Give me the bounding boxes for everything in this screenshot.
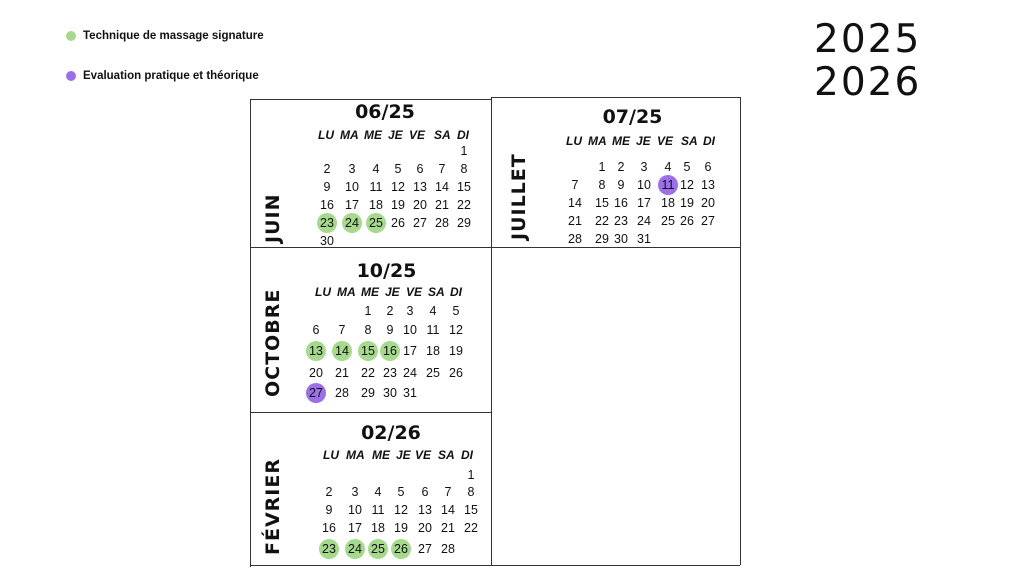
day-number: 22	[595, 214, 609, 228]
weekday-header: ME	[372, 448, 390, 462]
day-number: 4	[429, 304, 437, 318]
weekday-header: VE	[409, 128, 426, 142]
calendar-day	[357, 342, 379, 360]
calendar-day	[610, 194, 632, 212]
day-number: 18	[371, 521, 385, 535]
calendar-day	[318, 519, 340, 537]
day-number: 9	[323, 180, 331, 194]
day-number: 10	[637, 178, 651, 192]
day-number: 2	[325, 485, 333, 499]
calendar-day	[316, 196, 338, 214]
calendar-day	[357, 364, 379, 382]
day-number: 25	[369, 216, 383, 230]
calendar-day	[633, 194, 655, 212]
calendar-day	[422, 342, 444, 360]
weekday-header: MA	[340, 128, 359, 142]
calendar-day	[409, 178, 431, 196]
month-title: 02/26	[361, 422, 421, 444]
calendar-day	[387, 160, 409, 178]
day-number: 7	[338, 323, 346, 337]
legend-item-evaluation	[66, 70, 259, 82]
month-name-vertical: JUILLET	[508, 153, 530, 240]
day-number: 14	[335, 344, 349, 358]
day-number: 17	[345, 198, 359, 212]
day-number: 4	[372, 162, 380, 176]
day-number: 11	[371, 503, 385, 517]
calendar-day	[564, 194, 586, 212]
day-number: 5	[452, 304, 460, 318]
month-name-vertical: FÉVRIER	[262, 458, 284, 555]
calendar-day	[365, 160, 387, 178]
calendar-day	[676, 212, 698, 230]
day-number: 9	[386, 323, 394, 337]
calendar-day	[697, 194, 719, 212]
day-number: 20	[418, 521, 432, 535]
day-number: 6	[421, 485, 429, 499]
day-number: 23	[614, 214, 628, 228]
day-number: 10	[348, 503, 362, 517]
year-start: 2025	[814, 17, 922, 62]
calendar-day	[610, 158, 632, 176]
day-number: 22	[464, 521, 478, 535]
day-number: 15	[464, 503, 478, 517]
calendar-day	[365, 196, 387, 214]
day-number: 31	[403, 386, 417, 400]
day-number: 1	[467, 468, 475, 482]
calendar-day	[318, 540, 340, 558]
calendar-day	[453, 160, 475, 178]
day-number: 20	[309, 366, 323, 380]
calendar-day	[445, 364, 467, 382]
day-number: 3	[351, 485, 359, 499]
day-number: 13	[418, 503, 432, 517]
day-number: 12	[680, 178, 694, 192]
calendar-day	[318, 501, 340, 519]
calendar-day	[437, 519, 459, 537]
day-number: 27	[418, 542, 432, 556]
weekday-header: DI	[703, 134, 715, 148]
day-number: 1	[598, 160, 606, 174]
weekday-header: SA	[681, 134, 698, 148]
day-number: 24	[348, 542, 362, 556]
weekday-header: VE	[415, 448, 432, 462]
day-number: 26	[391, 216, 405, 230]
legend-label: Evaluation pratique et théorique	[83, 70, 259, 82]
day-number: 14	[568, 196, 582, 210]
calendar-day	[460, 466, 482, 484]
day-number: 2	[617, 160, 625, 174]
calendar-day	[697, 176, 719, 194]
day-number: 5	[397, 485, 405, 499]
day-number: 16	[320, 198, 334, 212]
calendar-day	[367, 540, 389, 558]
day-number: 28	[568, 232, 582, 246]
month-title: 06/25	[355, 101, 415, 123]
calendar-day	[610, 230, 632, 248]
day-number: 30	[383, 386, 397, 400]
calendar-day	[676, 176, 698, 194]
calendar-day	[414, 483, 436, 501]
calendar-day	[316, 232, 338, 250]
calendar-day	[676, 194, 698, 212]
calendar-day	[697, 158, 719, 176]
calendar-day	[460, 483, 482, 501]
calendar-day	[399, 364, 421, 382]
day-number: 19	[394, 521, 408, 535]
day-number: 7	[444, 485, 452, 499]
day-number: 4	[664, 160, 672, 174]
calendar-day	[697, 212, 719, 230]
calendar-divider-row2	[250, 412, 491, 413]
calendar-day	[367, 483, 389, 501]
day-number: 29	[457, 216, 471, 230]
calendar-day	[367, 519, 389, 537]
calendar-day	[318, 483, 340, 501]
calendar-day	[437, 483, 459, 501]
calendar-day	[445, 321, 467, 339]
legend-item-technique	[66, 30, 264, 42]
day-number: 13	[309, 344, 323, 358]
calendar-day	[399, 342, 421, 360]
calendar-day	[344, 483, 366, 501]
calendar-day	[379, 302, 401, 320]
calendar-day	[379, 384, 401, 402]
day-number: 31	[637, 232, 651, 246]
day-number: 17	[637, 196, 651, 210]
day-number: 5	[683, 160, 691, 174]
day-number: 14	[435, 180, 449, 194]
day-number: 20	[413, 198, 427, 212]
calendar-day	[564, 230, 586, 248]
day-number: 16	[383, 344, 397, 358]
day-number: 7	[438, 162, 446, 176]
calendar-day	[341, 160, 363, 178]
day-number: 3	[640, 160, 648, 174]
day-number: 15	[457, 180, 471, 194]
calendar-day	[414, 540, 436, 558]
day-number: 27	[309, 386, 323, 400]
day-number: 17	[403, 344, 417, 358]
day-number: 8	[598, 178, 606, 192]
calendar-border-top-right	[491, 97, 740, 98]
day-number: 5	[394, 162, 402, 176]
weekday-header: LU	[323, 448, 339, 462]
calendar-day	[365, 178, 387, 196]
calendar-day	[409, 214, 431, 232]
year-end: 2026	[814, 60, 922, 105]
green-dot-icon	[66, 31, 76, 41]
calendar-day	[344, 519, 366, 537]
calendar-day	[414, 519, 436, 537]
day-number: 12	[449, 323, 463, 337]
day-number: 23	[320, 216, 334, 230]
calendar-day	[379, 342, 401, 360]
day-number: 21	[335, 366, 349, 380]
day-number: 21	[568, 214, 582, 228]
day-number: 19	[680, 196, 694, 210]
calendar-day	[445, 302, 467, 320]
day-number: 11	[661, 178, 675, 192]
day-number: 23	[383, 366, 397, 380]
day-number: 27	[413, 216, 427, 230]
calendar-day	[316, 178, 338, 196]
calendar-day	[610, 212, 632, 230]
calendar-day	[414, 501, 436, 519]
calendar-day	[460, 501, 482, 519]
weekday-header: MA	[588, 134, 607, 148]
day-number: 10	[403, 323, 417, 337]
calendar-day	[365, 214, 387, 232]
calendar-day	[431, 196, 453, 214]
weekday-header: ME	[612, 134, 630, 148]
day-number: 13	[701, 178, 715, 192]
month-title: 07/25	[602, 106, 663, 128]
day-number: 7	[571, 178, 579, 192]
calendar-day	[316, 214, 338, 232]
day-number: 19	[391, 198, 405, 212]
calendar-day	[437, 540, 459, 558]
calendar-border-bottom	[250, 565, 740, 566]
calendar-day	[387, 178, 409, 196]
weekday-header: VE	[657, 134, 674, 148]
calendar-day	[390, 483, 412, 501]
calendar-day	[344, 501, 366, 519]
calendar-day	[610, 176, 632, 194]
calendar-day	[431, 214, 453, 232]
day-number: 20	[701, 196, 715, 210]
day-number: 8	[460, 162, 468, 176]
calendar-day	[422, 321, 444, 339]
calendar-day	[399, 384, 421, 402]
calendar-day	[387, 214, 409, 232]
calendar-day	[453, 214, 475, 232]
day-number: 3	[406, 304, 414, 318]
day-number: 25	[371, 542, 385, 556]
calendar-day	[422, 364, 444, 382]
day-number: 9	[617, 178, 625, 192]
day-number: 12	[394, 503, 408, 517]
purple-dot-icon	[66, 71, 76, 81]
calendar-day	[399, 321, 421, 339]
calendar-day	[399, 302, 421, 320]
legend-label: Technique de massage signature	[83, 30, 264, 42]
calendar-day	[409, 160, 431, 178]
calendar-day	[344, 540, 366, 558]
day-number: 26	[680, 214, 694, 228]
calendar-day	[564, 212, 586, 230]
calendar-day	[390, 519, 412, 537]
day-number: 3	[348, 162, 356, 176]
calendar-day	[387, 196, 409, 214]
calendar-day	[357, 384, 379, 402]
calendar-day	[445, 342, 467, 360]
day-number: 6	[704, 160, 712, 174]
day-number: 25	[426, 366, 440, 380]
day-number: 16	[614, 196, 628, 210]
day-number: 4	[374, 485, 382, 499]
day-number: 28	[335, 386, 349, 400]
calendar-day	[431, 178, 453, 196]
weekday-header: LU	[315, 285, 331, 299]
calendar-divider-vertical	[491, 97, 492, 565]
day-number: 13	[413, 180, 427, 194]
calendar-border-right	[740, 97, 741, 565]
calendar-day	[633, 212, 655, 230]
day-number: 26	[449, 366, 463, 380]
calendar-day	[676, 158, 698, 176]
day-number: 27	[701, 214, 715, 228]
calendar-day	[409, 196, 431, 214]
calendar-day	[367, 501, 389, 519]
day-number: 14	[441, 503, 455, 517]
month-name-vertical: OCTOBRE	[262, 288, 284, 397]
weekday-header: JE	[396, 448, 411, 462]
calendar-day	[331, 364, 353, 382]
calendar-day	[305, 342, 327, 360]
day-number: 9	[325, 503, 333, 517]
day-number: 6	[416, 162, 424, 176]
calendar-day	[453, 196, 475, 214]
calendar-day	[431, 160, 453, 178]
calendar-day	[390, 540, 412, 558]
day-number: 30	[320, 234, 334, 248]
day-number: 8	[467, 485, 475, 499]
day-number: 23	[322, 542, 336, 556]
calendar-day	[633, 230, 655, 248]
day-number: 12	[391, 180, 405, 194]
calendar-day	[357, 321, 379, 339]
calendar-day	[453, 142, 475, 160]
day-number: 26	[394, 542, 408, 556]
weekday-header: MA	[337, 285, 356, 299]
day-number: 19	[449, 344, 463, 358]
weekday-header: JE	[388, 128, 403, 142]
weekday-header: ME	[364, 128, 382, 142]
calendar-day	[341, 196, 363, 214]
day-number: 24	[403, 366, 417, 380]
calendar-day	[305, 364, 327, 382]
day-number: 8	[364, 323, 372, 337]
calendar-day	[460, 519, 482, 537]
day-number: 21	[441, 521, 455, 535]
calendar-border-left	[250, 99, 251, 567]
weekday-header: JE	[636, 134, 651, 148]
day-number: 11	[426, 323, 440, 337]
day-number: 22	[361, 366, 375, 380]
day-number: 15	[361, 344, 375, 358]
day-number: 6	[312, 323, 320, 337]
day-number: 1	[364, 304, 372, 318]
calendar-day	[437, 501, 459, 519]
calendar-day	[357, 302, 379, 320]
weekday-header: SA	[428, 285, 445, 299]
day-number: 29	[595, 232, 609, 246]
calendar-day	[331, 384, 353, 402]
day-number: 15	[595, 196, 609, 210]
day-number: 18	[369, 198, 383, 212]
weekday-header: JE	[385, 285, 400, 299]
calendar-day	[316, 160, 338, 178]
day-number: 29	[361, 386, 375, 400]
day-number: 11	[369, 180, 383, 194]
day-number: 25	[661, 214, 675, 228]
calendar-day	[453, 178, 475, 196]
weekday-header: ME	[361, 285, 379, 299]
calendar-day	[633, 176, 655, 194]
day-number: 18	[661, 196, 675, 210]
day-number: 30	[614, 232, 628, 246]
calendar-day	[341, 214, 363, 232]
weekday-header: SA	[438, 448, 455, 462]
month-name-vertical: JUIN	[262, 193, 284, 243]
weekday-header: LU	[566, 134, 582, 148]
calendar-day	[331, 321, 353, 339]
day-number: 10	[345, 180, 359, 194]
weekday-header: DI	[461, 448, 473, 462]
weekday-header: VE	[406, 285, 423, 299]
calendar-day	[331, 342, 353, 360]
day-number: 1	[460, 144, 468, 158]
day-number: 16	[322, 521, 336, 535]
day-number: 22	[457, 198, 471, 212]
calendar-day	[422, 302, 444, 320]
day-number: 28	[441, 542, 455, 556]
calendar-day	[379, 364, 401, 382]
weekday-header: SA	[434, 128, 451, 142]
day-number: 21	[435, 198, 449, 212]
day-number: 24	[637, 214, 651, 228]
calendar-day	[305, 321, 327, 339]
day-number: 28	[435, 216, 449, 230]
day-number: 2	[323, 162, 331, 176]
calendar-day	[341, 178, 363, 196]
calendar-day	[564, 176, 586, 194]
calendar-day	[305, 384, 327, 402]
day-number: 18	[426, 344, 440, 358]
month-title: 10/25	[356, 260, 417, 282]
weekday-header: MA	[346, 448, 365, 462]
year-range	[814, 18, 921, 104]
day-number: 2	[386, 304, 394, 318]
day-number: 17	[348, 521, 362, 535]
day-number: 24	[345, 216, 359, 230]
calendar-border-top-left	[250, 99, 491, 100]
weekday-header: DI	[457, 128, 469, 142]
calendar-day	[633, 158, 655, 176]
weekday-header: LU	[318, 128, 334, 142]
weekday-header: DI	[450, 285, 462, 299]
calendar-day	[390, 501, 412, 519]
calendar-day	[379, 321, 401, 339]
